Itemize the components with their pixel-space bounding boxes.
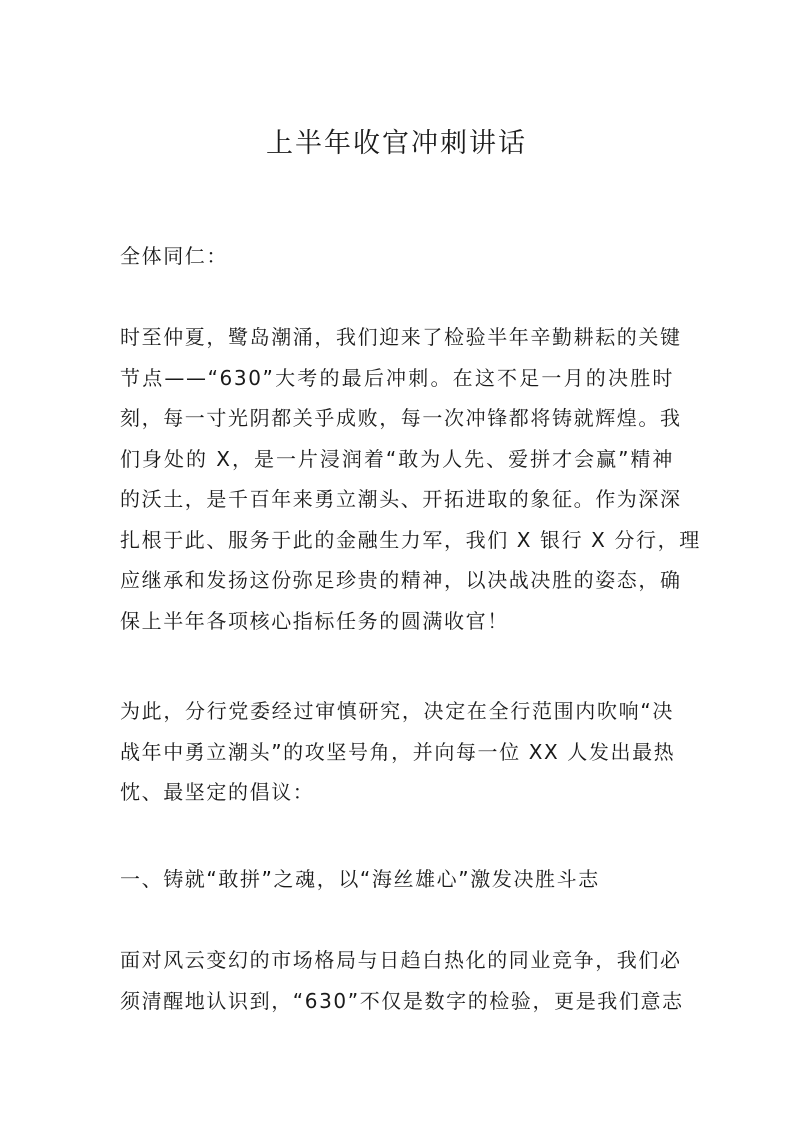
paragraph-line: 为此，分行党委经过审慎研究，决定在全行范围内吹响“决 [120, 699, 674, 723]
paragraph-line: 应继承和发扬这份弥足珍贵的精神，以决战决胜的姿态，确 [120, 568, 682, 592]
paragraph-2 [120, 691, 674, 813]
section-heading-1 [120, 859, 674, 900]
paragraph-1 [120, 317, 701, 641]
paragraph-line: 须清醒地认识到，“630”不仅是数字的检验，更是我们意志 [120, 988, 684, 1013]
salutation-text: 全体同仁： [120, 244, 228, 268]
paragraph-line: 面对风云变幻的市场格局与日趋白热化的同业竞争，我们必 [120, 948, 682, 972]
paragraph-line: 扎根于此、服务于此的金融生力军，我们 X 银行 X 分行，理 [120, 527, 701, 552]
paragraph-line: 刻，每一寸光阴都关乎成败，每一次冲锋都将铸就辉煌。我 [120, 406, 682, 430]
paragraph-line: 节点——“630”大考的最后冲刺。在这不足一月的决胜时 [120, 365, 674, 390]
paragraph-line: 时至仲夏，鹭岛潮涌，我们迎来了检验半年辛勤耕耘的关键 [120, 325, 682, 349]
paragraph-line: 忱、最坚定的倡议： [120, 780, 315, 804]
paragraph-line: 战年中勇立潮头”的攻坚号角，并向每一位 XX 人发出最热 [120, 739, 676, 764]
paragraph-3 [120, 940, 684, 1021]
salutation [120, 236, 674, 277]
paragraph-line: 们身处的 X，是一片浸润着“敢为人先、爱拼才会赢”精神 [120, 446, 674, 471]
document-title: 上半年收官冲刺讲话 [266, 128, 527, 159]
paragraph-line: 保上半年各项核心指标任务的圆满收官！ [120, 608, 509, 633]
paragraph-line: 的沃土，是千百年来勇立潮头、开拓进取的象征。作为深深 [120, 487, 682, 511]
section-heading-text: 一、铸就“敢拼”之魂，以“海丝雄心”激发决胜斗志 [120, 867, 600, 891]
